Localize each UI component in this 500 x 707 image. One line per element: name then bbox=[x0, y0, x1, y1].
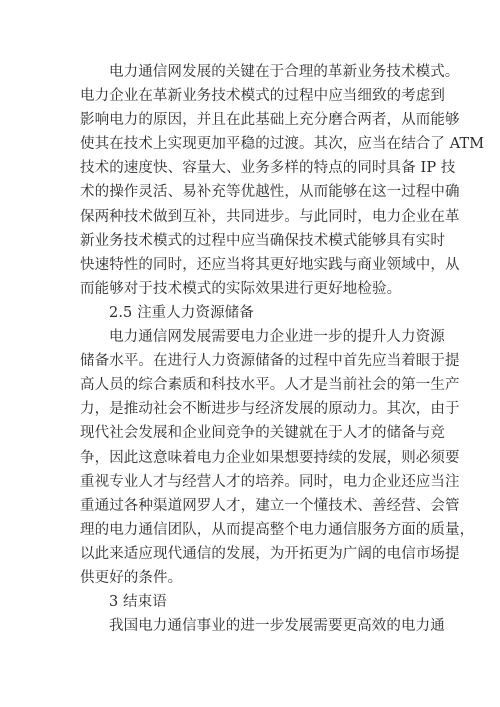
paragraph-line: 电力通信网发展的关键在于合理的革新业务技术模式。 bbox=[109, 64, 460, 80]
paragraph-line: 高人员的综合素质和科技水平。人才是当前社会的第一生产 bbox=[80, 377, 460, 394]
section-heading: 2.5 注重人力资源储备 bbox=[109, 304, 254, 321]
paragraph-line: 争，因此这意味着电力企业如果想要持续的发展，则必须要 bbox=[80, 449, 460, 466]
paragraph-line: 而能够对于技术模式的实际效果进行更好地检验。 bbox=[80, 280, 402, 297]
paragraph-line: 我国电力通信事业的进一步发展需要更高效的电力通 bbox=[109, 618, 445, 635]
paragraph-line: 快速特性的同时，还应当将其更好地实践与商业领域中，从 bbox=[80, 256, 460, 273]
paragraph-line: 电力通信网发展需要电力企业进一步的提升人力资源 bbox=[109, 329, 445, 346]
paragraph-line: 保两种技术做到互补，共同进步。与此同时，电力企业在革 bbox=[80, 208, 460, 225]
paragraph-line: 供更好的条件。 bbox=[80, 569, 183, 586]
paragraph-line: 使其在技术上实现更加平稳的过渡。其次，应当在结合了 ATM bbox=[80, 136, 485, 153]
paragraph-line: 重通过各种渠道网罗人才，建立一个懂技术、善经营、会管 bbox=[80, 497, 460, 514]
paragraph-line: 影响电力的原因，并且在此基础上充分磨合两者，从而能够 bbox=[80, 112, 460, 129]
paragraph-line: 现代社会发展和企业间竞争的关键就在于人才的储备与竞 bbox=[80, 425, 445, 442]
paragraph-line: 新业务技术模式的过程中应当确保技术模式能够具有实时 bbox=[80, 232, 445, 249]
paragraph-line: 理的电力通信团队，从而提高整个电力通信服务方面的质量， bbox=[80, 521, 475, 538]
section-heading: 3 结束语 bbox=[109, 594, 167, 611]
document-body bbox=[80, 60, 485, 638]
paragraph-line: 储备水平。在进行人力资源储备的过程中首先应当着眼于提 bbox=[80, 353, 460, 370]
paragraph-line: 以此来适应现代通信的发展，为开拓更为广阔的电信市场提 bbox=[80, 545, 460, 562]
paragraph-line: 技术的速度快、容量大、业务多样的特点的同时具备 IP 技 bbox=[80, 160, 456, 177]
paragraph-line: 术的操作灵活、易补充等优越性，从而能够在这一过程中确 bbox=[80, 184, 460, 201]
paragraph-line: 电力企业在革新业务技术模式的过程中应当细致的考虑到 bbox=[80, 88, 445, 105]
paragraph-line: 力，是推动社会不断进步与经济发展的原动力。其次，由于 bbox=[80, 401, 460, 418]
paragraph-line: 重视专业人才与经营人才的培养。同时，电力企业还应当注 bbox=[80, 473, 460, 490]
